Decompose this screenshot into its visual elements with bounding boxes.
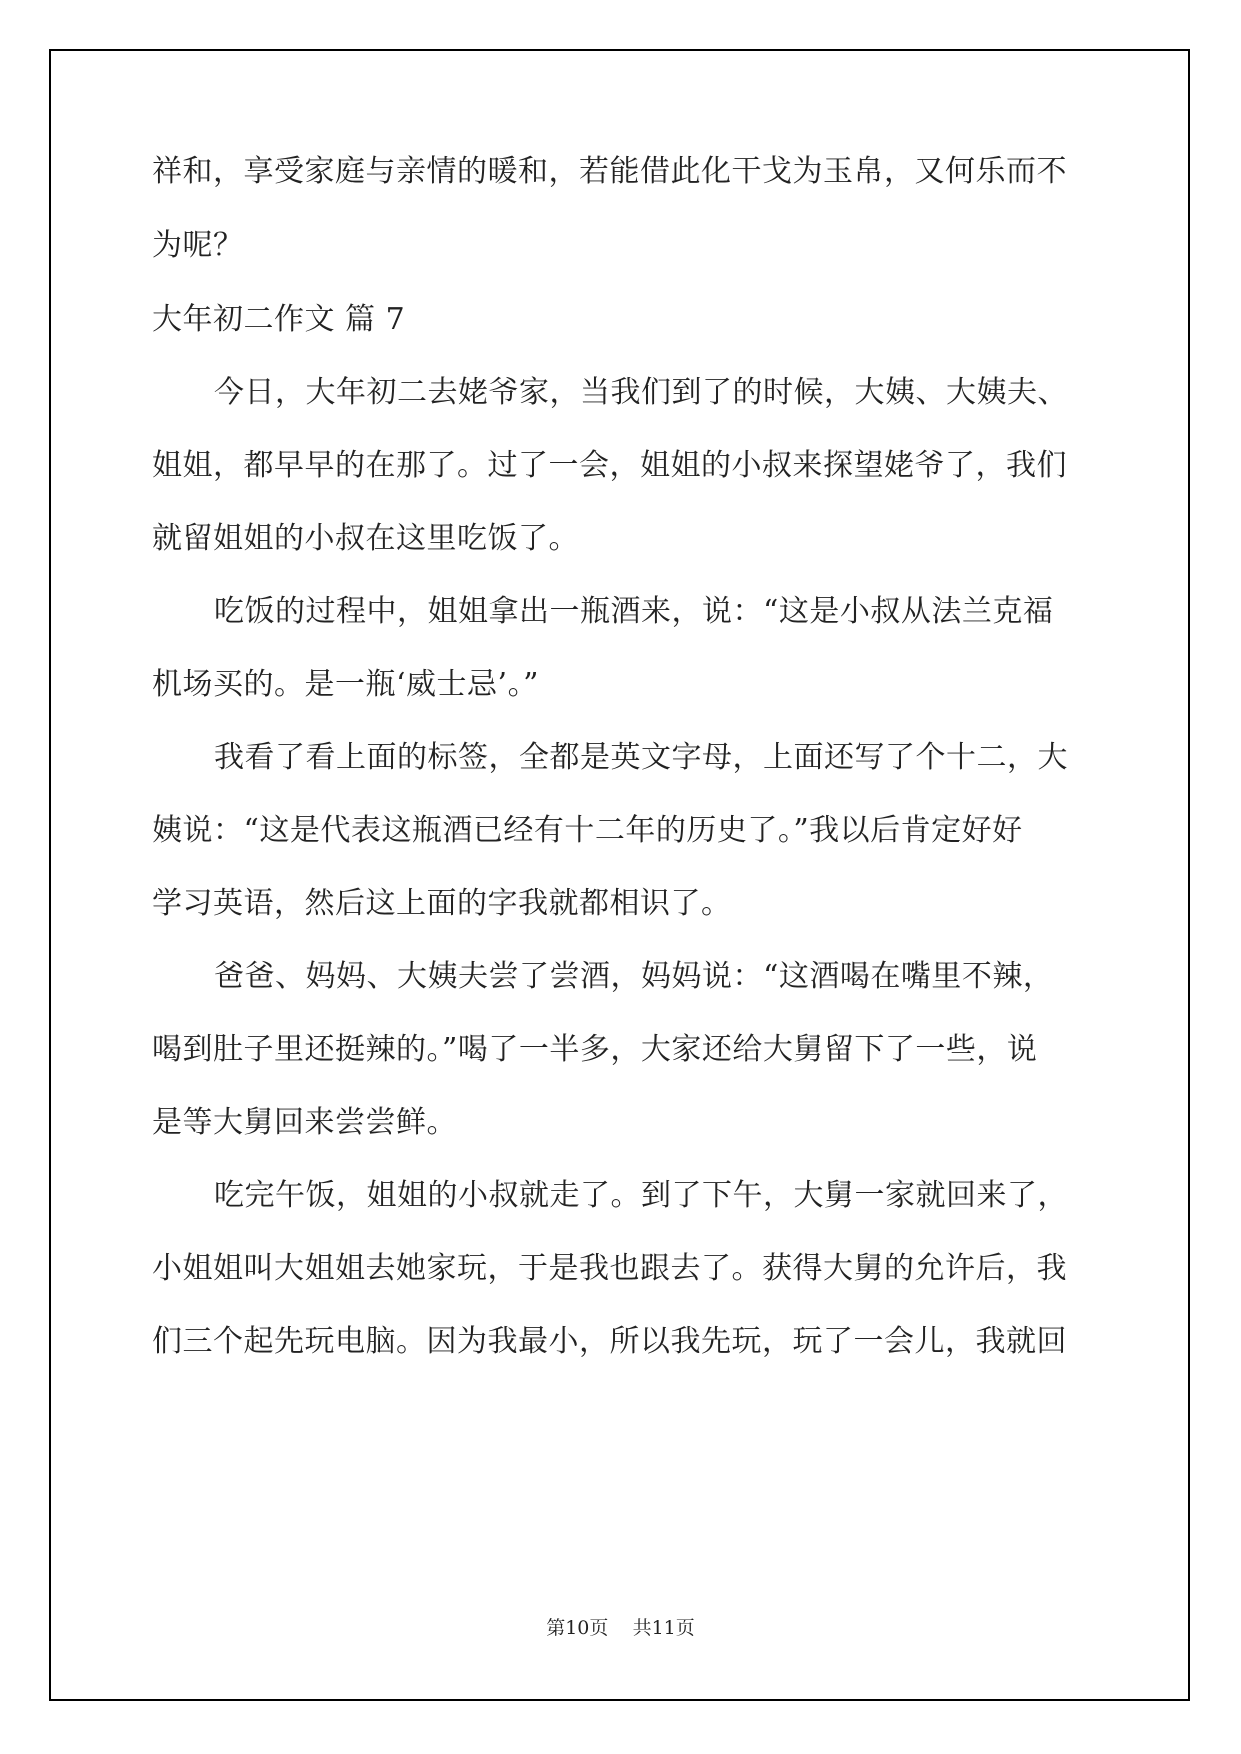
page-total: 共11页: [632, 1617, 695, 1639]
page-border: [49, 49, 1190, 1701]
text-line: 小姐姐叫大姐姐去她家玩，于是我也跟去了。获得大舅的允许后，我: [152, 1251, 1067, 1286]
text-line: 们三个起先玩电脑。因为我最小，所以我先玩，玩了一会儿，我就回: [152, 1324, 1067, 1359]
text-line: 吃饭的过程中，姐姐拿出一瓶酒来，说：“这是小叔从法兰克福: [214, 594, 1054, 629]
text-line: 喝到肚子里还挺辣的。”喝了一半多，大家还给大舅留下了一些，说: [152, 1032, 1038, 1067]
text-line: 今日，大年初二去姥爷家，当我们到了的时候，大姨、大姨夫、: [214, 375, 1068, 410]
page-number: 第10页: [546, 1617, 609, 1639]
text-line: 就留姐姐的小叔在这里吃饭了。: [152, 521, 579, 556]
text-line: 姨说：“这是代表这瓶酒已经有十二年的历史了。”我以后肯定好好: [152, 813, 1023, 848]
text-line: 是等大舅回来尝尝鲜。: [152, 1105, 457, 1140]
text-line: 祥和，享受家庭与亲情的暖和，若能借此化干戈为玉帛，又何乐而不: [152, 154, 1067, 189]
text-line: 姐姐，都早早的在那了。过了一会，姐姐的小叔来探望姥爷了，我们: [152, 448, 1067, 483]
section-heading: 大年初二作文 篇 7: [152, 302, 406, 337]
text-line: 学习英语，然后这上面的字我就都相识了。: [152, 886, 732, 921]
text-line: 为呢？: [152, 228, 244, 263]
text-line: 机场买的。是一瓶‘威士忌’。”: [152, 667, 539, 702]
text-line: 我看了看上面的标签，全都是英文字母，上面还写了个十二，大: [214, 740, 1068, 775]
text-line: 吃完午饭，姐姐的小叔就走了。到了下午，大舅一家就回来了，: [214, 1178, 1068, 1213]
page-footer: [0, 1616, 1241, 1640]
text-line: 爸爸、妈妈、大姨夫尝了尝酒，妈妈说：“这酒喝在嘴里不辣，: [214, 959, 1054, 994]
